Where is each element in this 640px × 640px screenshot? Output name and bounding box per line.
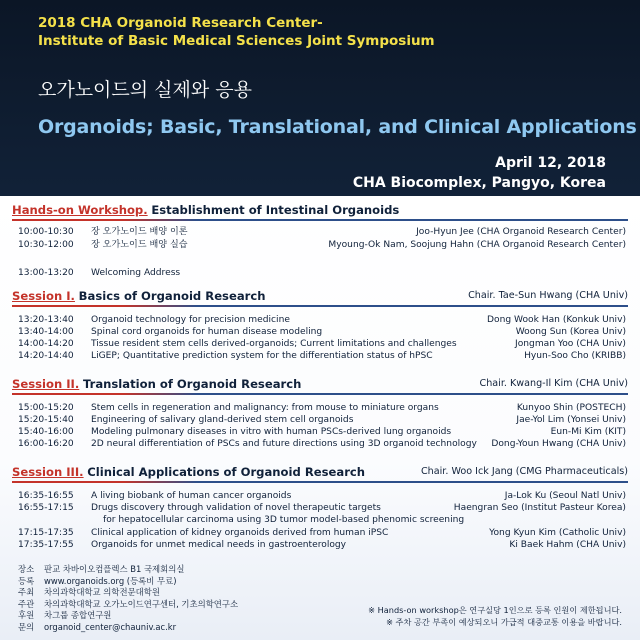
schedule-row (18, 514, 628, 526)
session-time: 16:35-16:55 (18, 491, 74, 501)
session-time: 15:20-15:40 (18, 415, 74, 425)
notes (368, 604, 622, 628)
session-speaker: Dong Wook Han (Konkuk Univ) (487, 315, 626, 325)
schedule-row (18, 539, 628, 551)
session-topic: Welcoming Address (91, 268, 181, 278)
info-row (18, 610, 238, 622)
info-row (18, 576, 238, 588)
session-topic: LiGEP; Quantitative prediction system for the differentiation status of hPSC (91, 351, 433, 361)
schedule-row (18, 338, 628, 350)
session-topic: 2D neural differentiation of PSCs and future directions using 3D organoid technology (91, 439, 477, 449)
info-row (18, 622, 238, 634)
schedule-row (18, 226, 628, 238)
schedule-row (18, 402, 628, 414)
session1-divider (12, 305, 628, 307)
session-time: 10:00-10:30 (18, 227, 74, 237)
schedule-row (18, 502, 628, 514)
note-parking: ※ 주차 공간 부족이 예상되오니 가급적 대중교통 이용을 바랍니다. (386, 617, 622, 627)
session-topic: for hepatocellular carcinoma using 3D tumor model-based phenomic screening (103, 515, 465, 525)
session-speaker: Ja-Lok Ku (Seoul Natl Univ) (504, 491, 626, 501)
session-topic: Clinical application of kidney organoids derived from human iPSC (91, 528, 389, 538)
info-row (18, 599, 238, 611)
info-value: www.organoids.org (등록비 무료) (44, 575, 177, 586)
info-label: 등록 (18, 575, 35, 586)
session-topic: Organoid technology for precision medicine (91, 315, 290, 325)
date-venue (353, 153, 606, 193)
session-speaker: Joo-Hyun Jee (CHA Organoid Research Center) (416, 227, 626, 237)
workshop-divider (12, 219, 628, 221)
session-speaker: Jae-Yol Lim (Yonsei Univ) (516, 415, 626, 425)
session3-divider (12, 481, 628, 483)
session1-name: Basics of Organoid Research (78, 289, 266, 303)
session-topic: Organoids for unmet medical needs in gastroenterology (91, 540, 347, 550)
session-speaker: Kunyoo Shin (POSTECH) (516, 403, 626, 413)
session-speaker: Jongman Yoo (CHA Univ) (515, 339, 626, 349)
info-value: 차그룹 종합연구원 (44, 610, 112, 621)
session-topic: Engineering of salivary gland-derived stem cell organoids (91, 415, 354, 425)
session-topic: Spinal cord organoids for human disease modeling (91, 327, 323, 337)
schedule-row (18, 314, 628, 326)
info-label: 주관 (18, 598, 35, 609)
session-speaker: Myoung-Ok Nam, Soojung Hahn (CHA Organoid Research Center) (328, 240, 626, 250)
schedule-row (18, 239, 628, 251)
info-value: 차의과학대학교 의학전문대학원 (44, 587, 160, 598)
session-topic: Modeling pulmonary diseases in vitro with human PSCs-derived lung organoids (91, 427, 452, 437)
session3-tag: Session III. (12, 465, 84, 479)
session3-chair: Chair. Woo Ick Jang (CMG Pharmaceuticals) (420, 466, 628, 477)
session-speaker: Woong Sun (Korea Univ) (515, 327, 626, 337)
workshop-tag: Hands-on Workshop. (12, 203, 148, 217)
session2-tag: Session II. (12, 377, 80, 391)
session-speaker: Eun-Mi Kim (KIT) (550, 427, 626, 437)
session1-tag: Session I. (12, 289, 75, 303)
session-time: 14:00-14:20 (18, 339, 74, 349)
symposium-title (38, 14, 435, 50)
session-time: 14:20-14:40 (18, 351, 74, 361)
session2-name: Translation of Organoid Research (82, 377, 302, 391)
session1-chair: Chair. Tae-Sun Hwang (CHA Univ) (468, 290, 628, 301)
note-registration: ※ Hands-on workshop은 연구실당 1인으로 등록 인원이 제한됩니다. (368, 605, 622, 615)
session-time: 15:40-16:00 (18, 427, 74, 437)
info-value: 판교 차바이오컴플렉스 B1 국제회의실 (44, 564, 185, 574)
session1-heading (12, 289, 628, 305)
info-label: 장소 (18, 564, 35, 574)
session-time: 16:00-16:20 (18, 439, 74, 449)
session-time: 16:55-17:15 (18, 503, 74, 513)
schedule-row (18, 527, 628, 539)
event-date: April 12, 2018 (495, 155, 606, 171)
session-time: 17:35-17:55 (18, 540, 74, 550)
info-label: 주최 (18, 587, 35, 598)
symposium-title-line2: Institute of Basic Medical Sciences Joint Symposium (38, 33, 435, 49)
info-label: 후원 (18, 610, 35, 621)
info-row (18, 564, 238, 576)
title-english: Organoids; Basic, Translational, and Clinical Applications (38, 116, 637, 138)
session-time: 15:00-15:20 (18, 403, 74, 413)
session3-name: Clinical Applications of Organoid Research (87, 465, 366, 479)
session2-chair: Chair. Kwang-Il Kim (CHA Univ) (479, 378, 628, 389)
session-topic: Stem cells in regeneration and malignancy: from mouse to miniature organs (91, 403, 439, 413)
workshop-name: Establishment of Intestinal Organoids (151, 203, 400, 217)
session-speaker: Ki Baek Hahm (CHA Univ) (509, 540, 626, 550)
schedule-row (18, 426, 628, 438)
session-topic: A living biobank of human cancer organoids (91, 491, 292, 501)
info-value: organoid_center@chauniv.ac.kr (44, 621, 177, 632)
session2-divider (12, 393, 628, 395)
info-label: 문의 (18, 621, 35, 632)
session-time: 13:20-13:40 (18, 315, 74, 325)
session-time: 13:40-14:00 (18, 327, 74, 337)
workshop-heading (12, 203, 628, 219)
session-time: 17:15-17:35 (18, 528, 74, 538)
event-info (18, 564, 238, 634)
session2-heading (12, 377, 628, 393)
schedule-row (18, 438, 628, 450)
schedule-row (18, 326, 628, 338)
session-topic: 장 오가노이드 배양 실습 (91, 240, 188, 250)
session-speaker: Hyun-Soo Cho (KRIBB) (524, 351, 626, 361)
info-row (18, 587, 238, 599)
info-value: 차의과학대학교 오가노이드연구센터, 기초의학연구소 (44, 598, 239, 609)
welcome-row (18, 267, 628, 279)
schedule-row (18, 414, 628, 426)
session-time: 13:00-13:20 (18, 268, 74, 278)
event-venue: CHA Biocomplex, Pangyo, Korea (352, 175, 606, 191)
schedule-row (18, 490, 628, 502)
session-speaker: Yong Kyun Kim (Catholic Univ) (489, 528, 626, 538)
schedule-row (18, 350, 628, 362)
session-topic: Drugs discovery through validation of novel therapeutic targets (91, 503, 381, 513)
symposium-title-line1: 2018 CHA Organoid Research Center- (38, 15, 323, 31)
session-topic: 장 오가노이드 배양 이론 (91, 227, 188, 237)
session-time: 10:30-12:00 (18, 240, 74, 250)
session3-heading (12, 465, 628, 481)
session-topic: Tissue resident stem cells derived-organoids; Current limitations and challenges (91, 339, 457, 349)
session-speaker: Haengran Seo (Institut Pasteur Korea) (453, 503, 626, 513)
title-korean: 오가노이드의 실제와 응용 (38, 79, 252, 101)
session-speaker: Dong-Youn Hwang (CHA Univ) (491, 439, 626, 449)
